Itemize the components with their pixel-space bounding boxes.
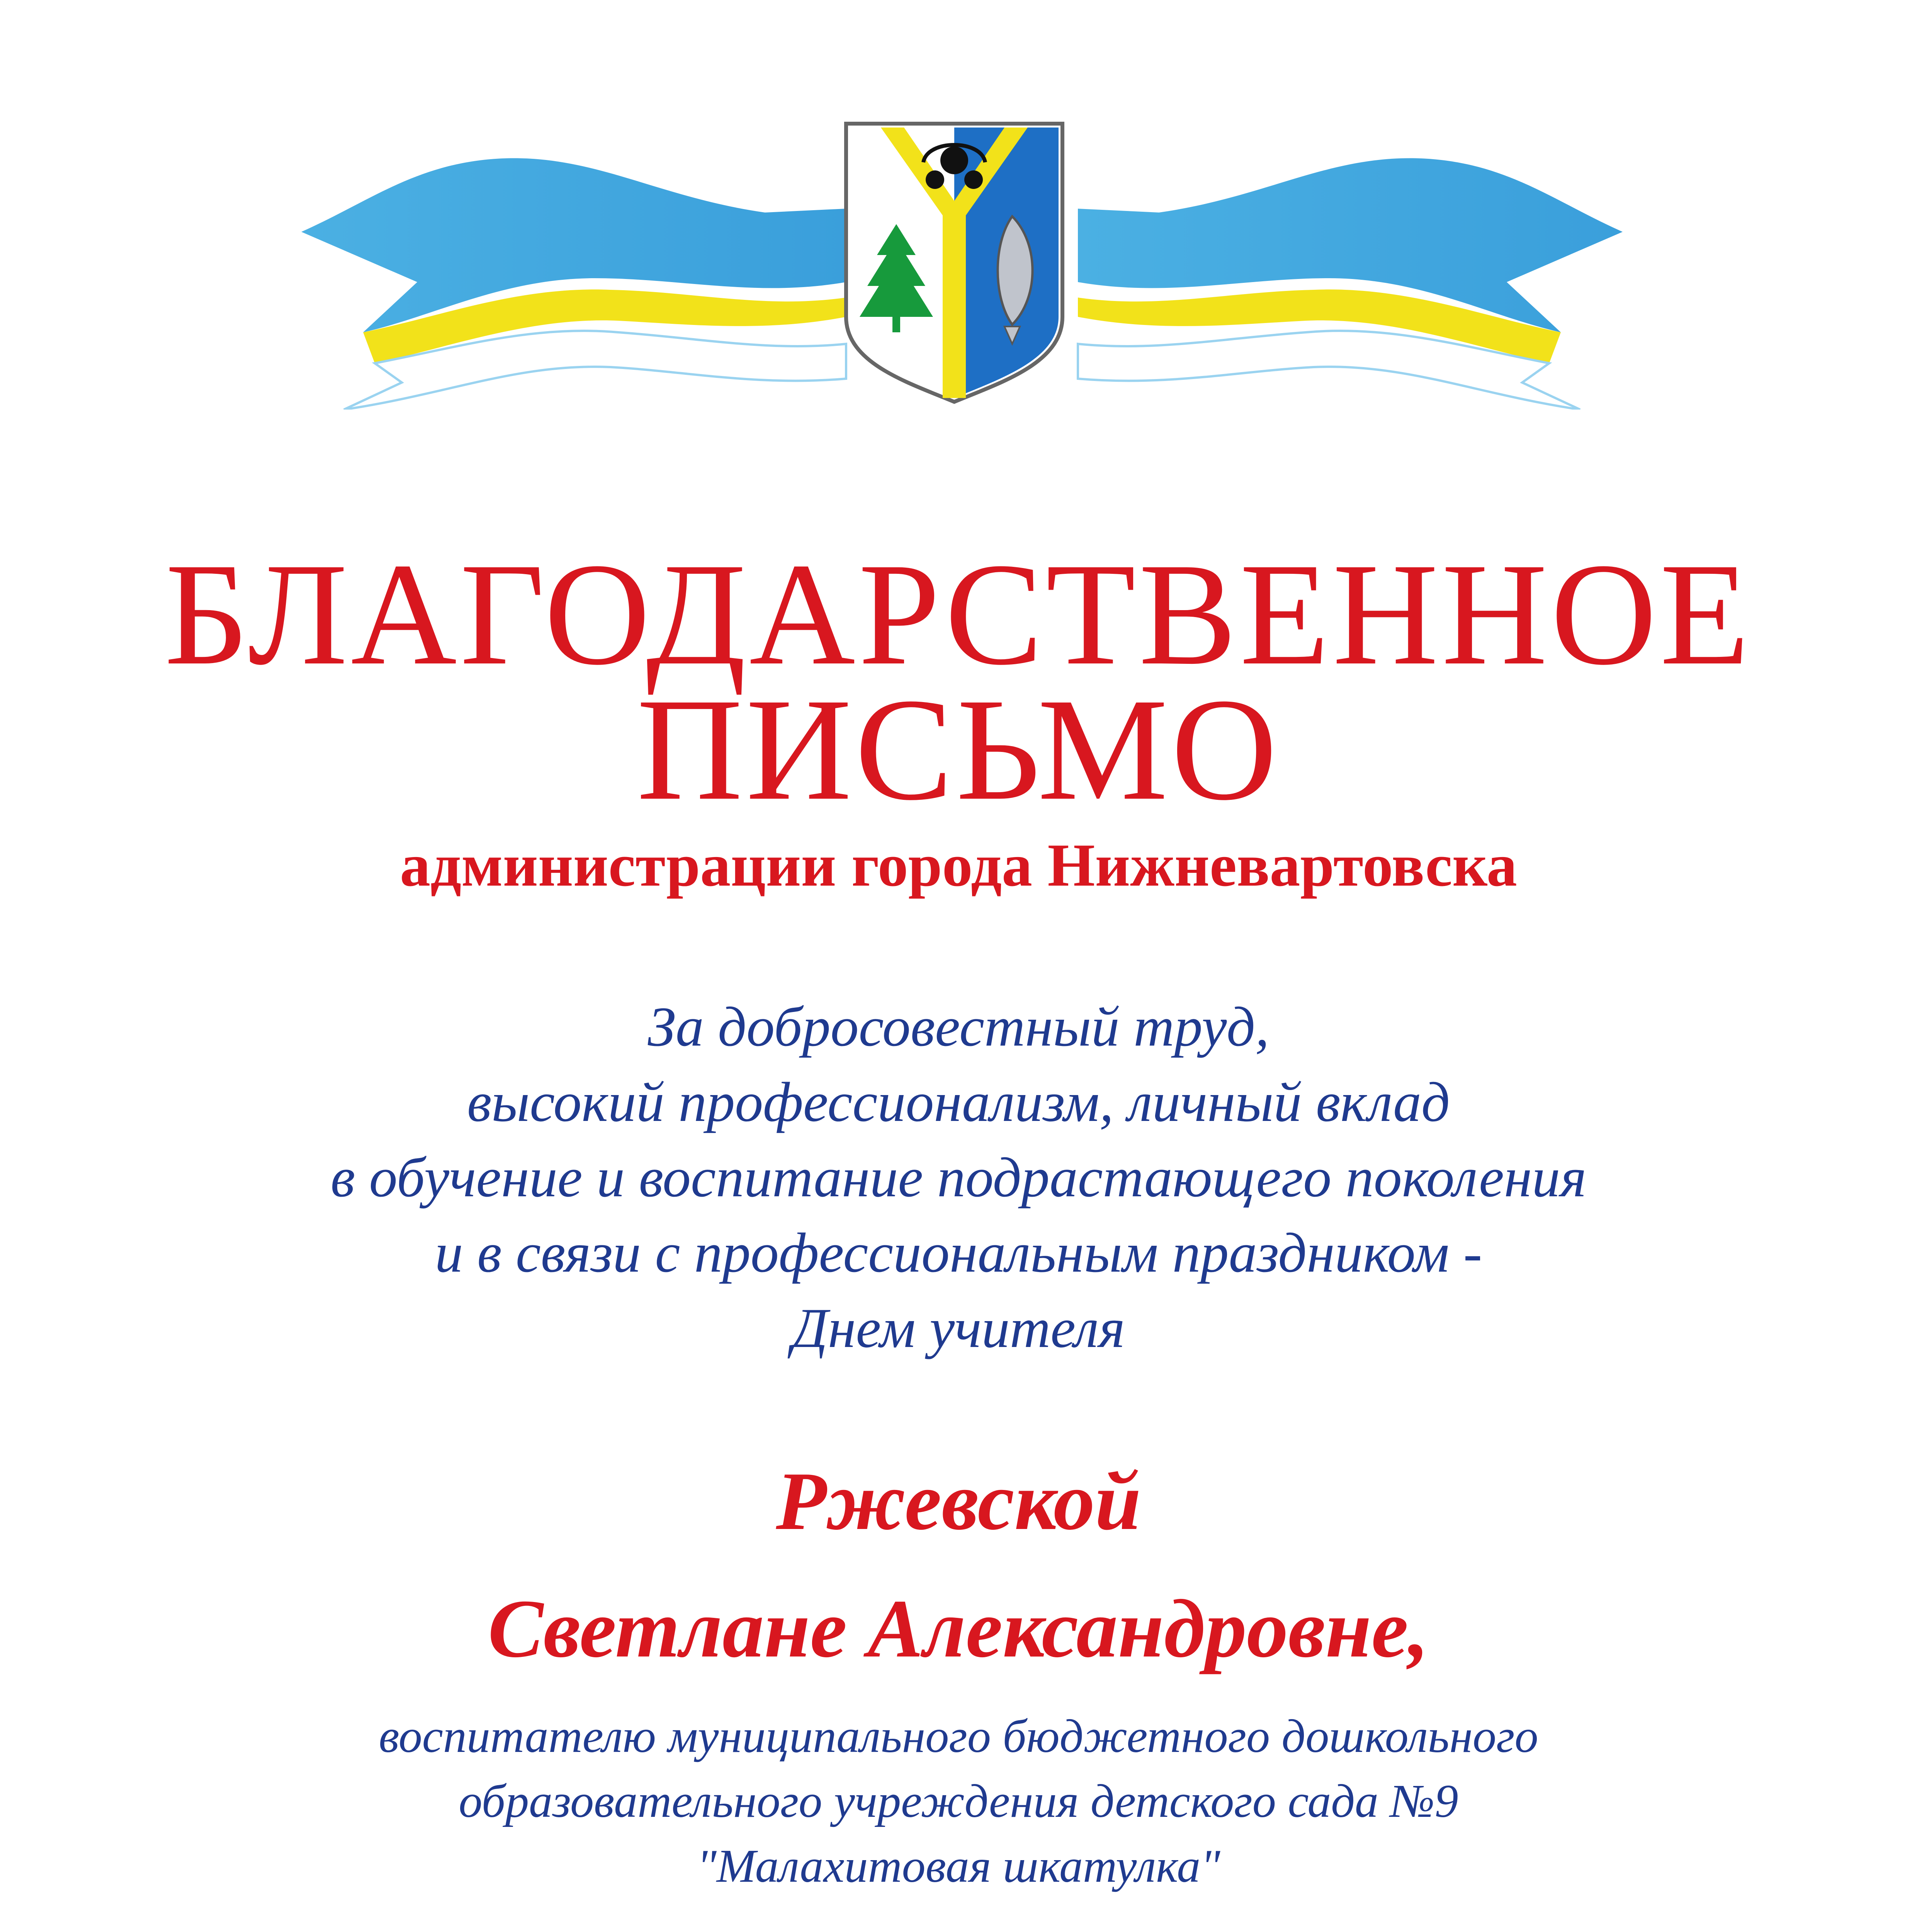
recipient-surname: Ржевской — [776, 1455, 1141, 1547]
reason-paragraph — [0, 989, 1917, 1366]
issuer-subtitle: администрации города Нижневартовска — [400, 832, 1517, 899]
reason-line: в обучение и воспитание подрастающего поколения — [330, 1146, 1587, 1209]
recipient-name — [0, 1437, 1917, 1692]
coat-of-arms-icon — [838, 116, 1070, 410]
position-line: "Малахитовая шкатулка" — [697, 1840, 1220, 1892]
reason-line: Днем учителя — [792, 1297, 1125, 1359]
reason-line: За добросовестный труд, — [647, 995, 1270, 1058]
reason-line: высокий профессионализм, личный вклад — [467, 1071, 1450, 1133]
reason-line: и в связи с профессиональным праздником - — [435, 1221, 1482, 1284]
recipient-given-names: Светлане Александровне, — [488, 1582, 1429, 1675]
recipient-position — [0, 1704, 1917, 1899]
position-line: образовательного учреждения детского сада №9 — [459, 1775, 1458, 1827]
certificate-title-line1: БЛАГОДАРСТВЕННОЕ — [164, 533, 1753, 696]
certificate-title-line2: ПИСЬМО — [637, 668, 1280, 831]
position-line: воспитателю муниципального бюджетного дошкольного — [379, 1710, 1538, 1762]
